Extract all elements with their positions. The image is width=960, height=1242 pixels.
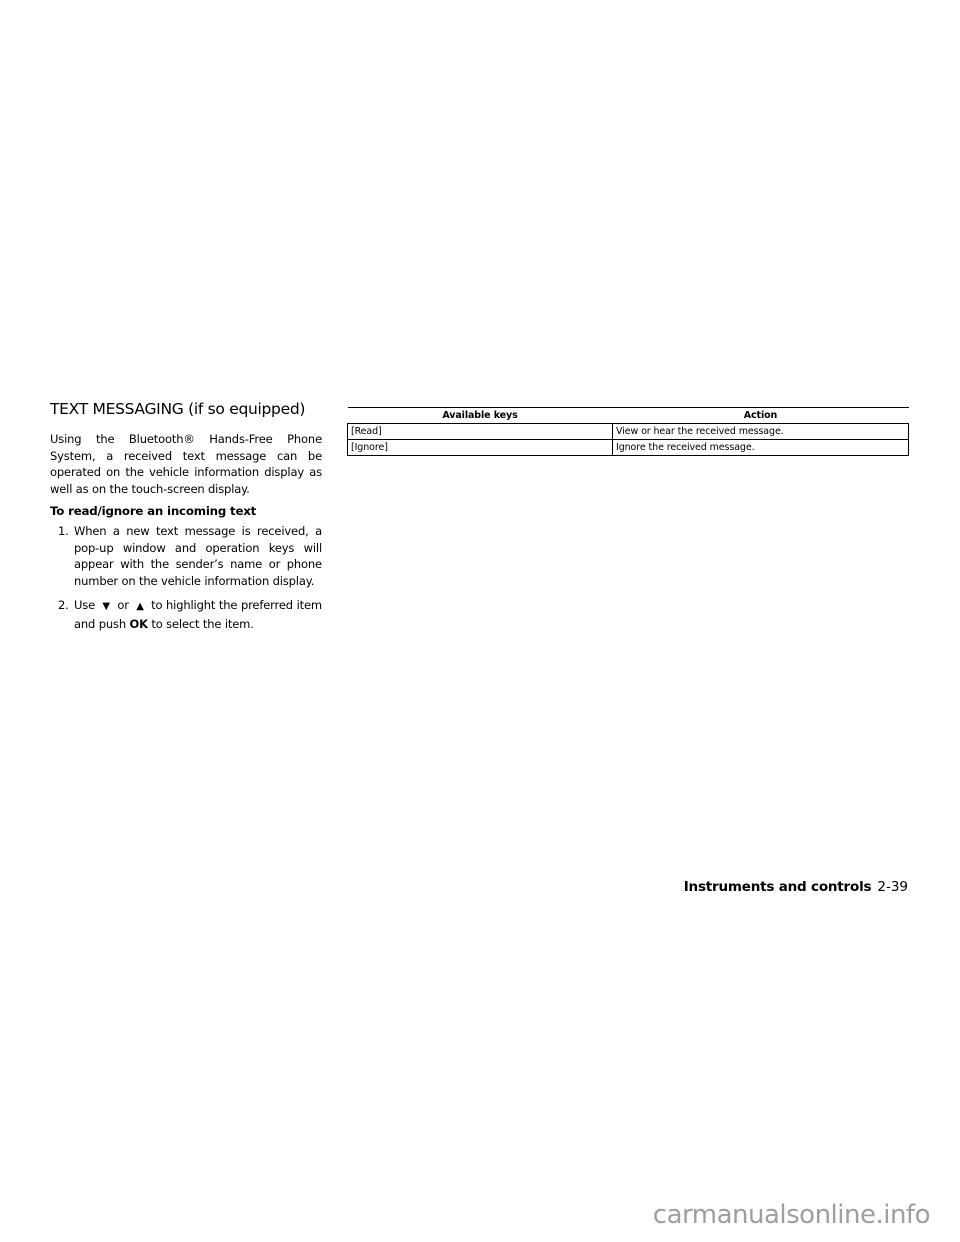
step-middle-text: to highlight the preferred item and push bbox=[74, 598, 322, 631]
action-cell: Ignore the received message. bbox=[613, 440, 909, 456]
down-arrow-icon: ▼ bbox=[102, 601, 110, 612]
key-cell: [Read] bbox=[348, 424, 613, 440]
section-title: TEXT MESSAGING (if so equipped) bbox=[50, 400, 306, 418]
step-number: 2. bbox=[58, 598, 69, 612]
key-cell: [Ignore] bbox=[348, 440, 613, 456]
step-end-text: to select the item. bbox=[151, 616, 254, 631]
step-2 bbox=[50, 597, 322, 632]
step-use-text: Use bbox=[74, 598, 96, 612]
header-action: Action bbox=[613, 408, 909, 424]
watermark: carmanualsonline.info bbox=[652, 1200, 930, 1230]
page-footer bbox=[684, 876, 908, 895]
header-available-keys: Available keys bbox=[348, 408, 613, 424]
up-arrow-icon: ▲ bbox=[136, 601, 144, 612]
step-1 bbox=[50, 523, 322, 589]
page-number: 2-39 bbox=[877, 879, 908, 895]
intro-paragraph: Using the Bluetooth® Hands-Free Phone System, a received text message can be operated on the vehicle information display as well as on the touch-screen display. bbox=[50, 432, 322, 496]
available-keys-table bbox=[347, 407, 909, 456]
steps-list bbox=[50, 523, 322, 632]
action-cell: View or hear the received message. bbox=[613, 424, 909, 440]
step-number: 1. bbox=[58, 524, 69, 538]
subheading: To read/ignore an incoming text bbox=[50, 504, 257, 518]
ok-key-label: OK bbox=[129, 616, 148, 631]
footer-section-name: Instruments and controls bbox=[683, 879, 872, 895]
step-text: When a new text message is received, a pop-up window and operation keys will appear with the sender’s name or phone number on the vehicle information display. bbox=[74, 524, 322, 588]
step-or-text: or bbox=[117, 598, 129, 612]
table-row bbox=[348, 440, 909, 456]
table-header-row bbox=[348, 408, 909, 424]
text-messaging-section bbox=[50, 400, 322, 640]
table-row bbox=[348, 424, 909, 440]
